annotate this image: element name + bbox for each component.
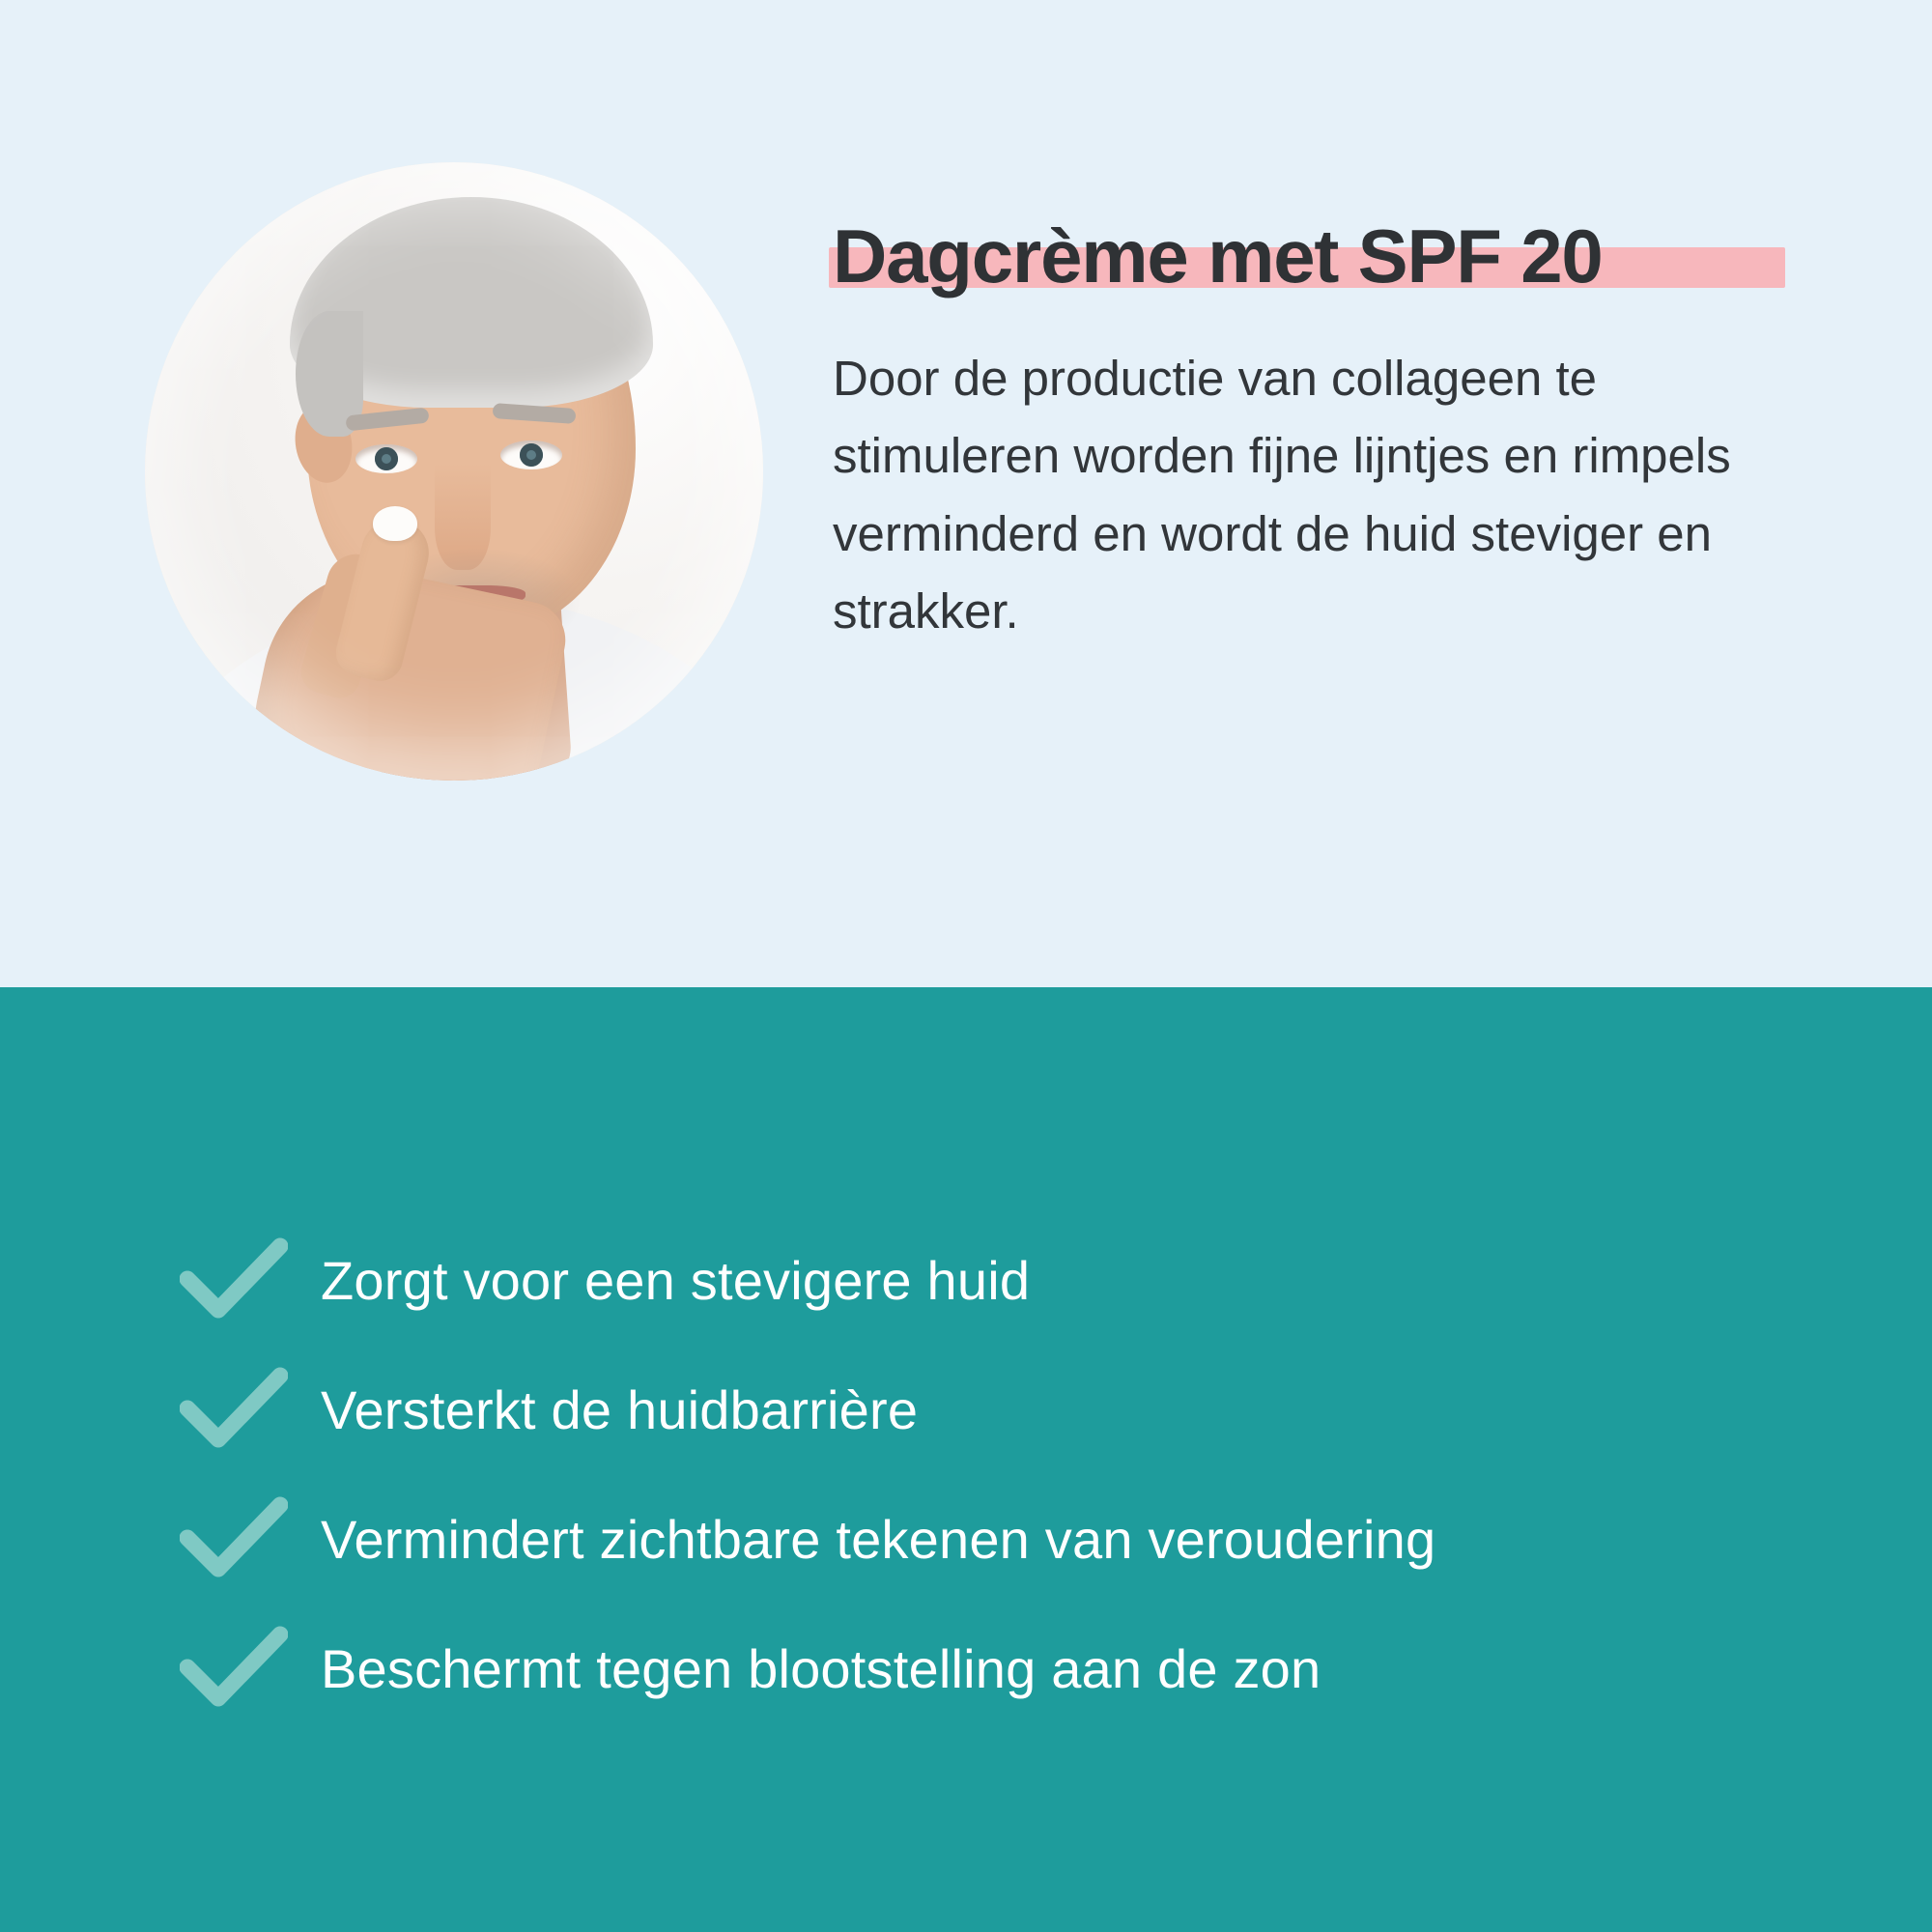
check-icon — [180, 1495, 288, 1584]
page-title: Dagcrème met SPF 20 — [833, 213, 1603, 298]
list-item-label: Beschermt tegen blootstelling aan de zon — [321, 1637, 1321, 1699]
list-item-label: Zorgt voor een stevigere huid — [321, 1249, 1031, 1311]
list-item — [180, 1625, 1874, 1714]
list-item-label: Vermindert zichtbare tekenen van veroudering — [321, 1508, 1436, 1570]
portrait-vignette — [145, 162, 763, 781]
check-icon — [180, 1625, 288, 1714]
benefits-section — [0, 987, 1932, 1932]
benefits-list — [180, 1236, 1874, 1714]
portrait-circle — [145, 162, 763, 781]
list-item — [180, 1495, 1874, 1584]
text-block — [833, 213, 1808, 651]
portrait-image — [145, 162, 763, 781]
check-icon — [180, 1366, 288, 1455]
list-item — [180, 1236, 1874, 1325]
list-item-label: Versterkt de huidbarrière — [321, 1378, 919, 1440]
title-row — [833, 213, 1603, 298]
check-icon — [180, 1236, 288, 1325]
list-item — [180, 1366, 1874, 1455]
description-paragraph: Door de productie van collageen te stimuleren worden fijne lijntjes en rimpels verminderd en wordt de huid steviger en strakker. — [833, 350, 1731, 639]
